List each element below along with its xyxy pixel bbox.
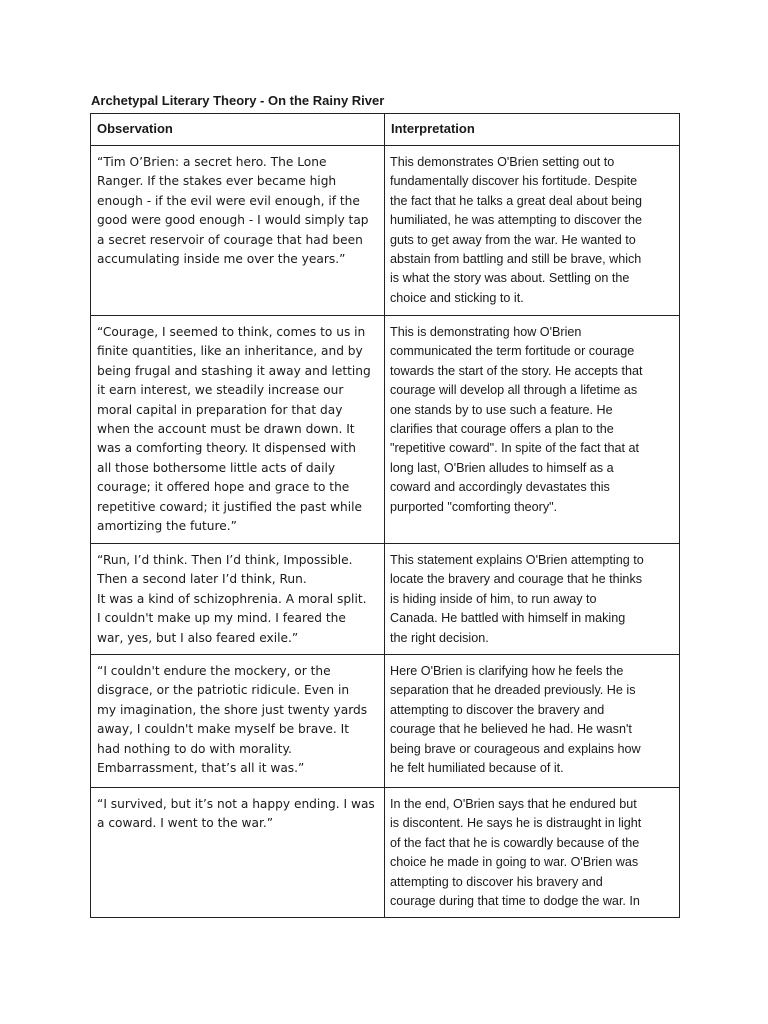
column-header-observation: Observation bbox=[91, 114, 385, 146]
observation-cell: “Run, I’d think. Then I’d think, Impossible. Then a second later I’d think, Run. It was a kind of schizophrenia. A moral split. I couldn't make up my mind. I feared the war, yes, but I also feared exile.” bbox=[91, 544, 385, 655]
interpretation-cell: This is demonstrating how O'Brien communicated the term fortitude or courage towards the start of the story. He accepts that courage will develop all through a lifetime as one stands by to use such a feature. He clarifies that courage offers a plan to the "repetitive coward". In spite of the fact that at long last, O'Brien alludes to himself as a coward and accordingly devastates this purported "comforting theory". bbox=[385, 316, 680, 544]
observation-cell: “I survived, but it’s not a happy ending. I was a coward. I went to the war.” bbox=[91, 788, 385, 918]
table-row bbox=[91, 544, 680, 655]
observation-interpretation-table bbox=[90, 113, 680, 918]
interpretation-cell: This statement explains O'Brien attempting to locate the bravery and courage that he thinks is hiding inside of him, to run away to Canada. He battled with himself in making the right decision. bbox=[385, 544, 680, 655]
observation-cell: “Courage, I seemed to think, comes to us in finite quantities, like an inheritance, and by being frugal and stashing it away and letting it earn interest, we steadily increase our moral capital in preparation for that day when the account must be drawn down. It was a comforting theory. It dispensed with all those bothersome little acts of daily courage; it offered hope and grace to the repetitive coward; it justified the past while amortizing the future.” bbox=[91, 316, 385, 544]
interpretation-cell: This demonstrates O'Brien setting out to fundamentally discover his fortitude. Despite the fact that he talks a great deal about being humiliated, he was attempting to discover the guts to get away from the war. He wanted to abstain from battling and still be brave, which is what the story was about. Settling on the choice and sticking to it. bbox=[385, 146, 680, 316]
table-row bbox=[91, 655, 680, 788]
document-title: Archetypal Literary Theory - On the Rainy River bbox=[91, 93, 385, 108]
column-header-interpretation: Interpretation bbox=[385, 114, 680, 146]
table-header-row bbox=[91, 114, 680, 146]
interpretation-cell: In the end, O'Brien says that he endured but is discontent. He says he is distraught in light of the fact that he is cowardly because of the choice he made in going to war. O'Brien was attempting to discover his bravery and courage during that time to dodge the war. In bbox=[385, 788, 680, 918]
interpretation-cell: Here O'Brien is clarifying how he feels the separation that he dreaded previously. He is attempting to discover the bravery and courage that he believed he had. He wasn't being brave or courageous and explains how he felt humiliated because of it. bbox=[385, 655, 680, 788]
table-row bbox=[91, 146, 680, 316]
observation-cell: “Tim O’Brien: a secret hero. The Lone Ranger. If the stakes ever became high enough - if the evil were evil enough, if the good were good enough - I would simply tap a secret reservoir of courage that had been accumulating inside me over the years.” bbox=[91, 146, 385, 316]
observation-cell: “I couldn't endure the mockery, or the disgrace, or the patriotic ridicule. Even in my imagination, the shore just twenty yards away, I couldn't make myself be brave. It had nothing to do with morality. Embarrassment, that’s all it was.” bbox=[91, 655, 385, 788]
table-row bbox=[91, 788, 680, 918]
table-row bbox=[91, 316, 680, 544]
